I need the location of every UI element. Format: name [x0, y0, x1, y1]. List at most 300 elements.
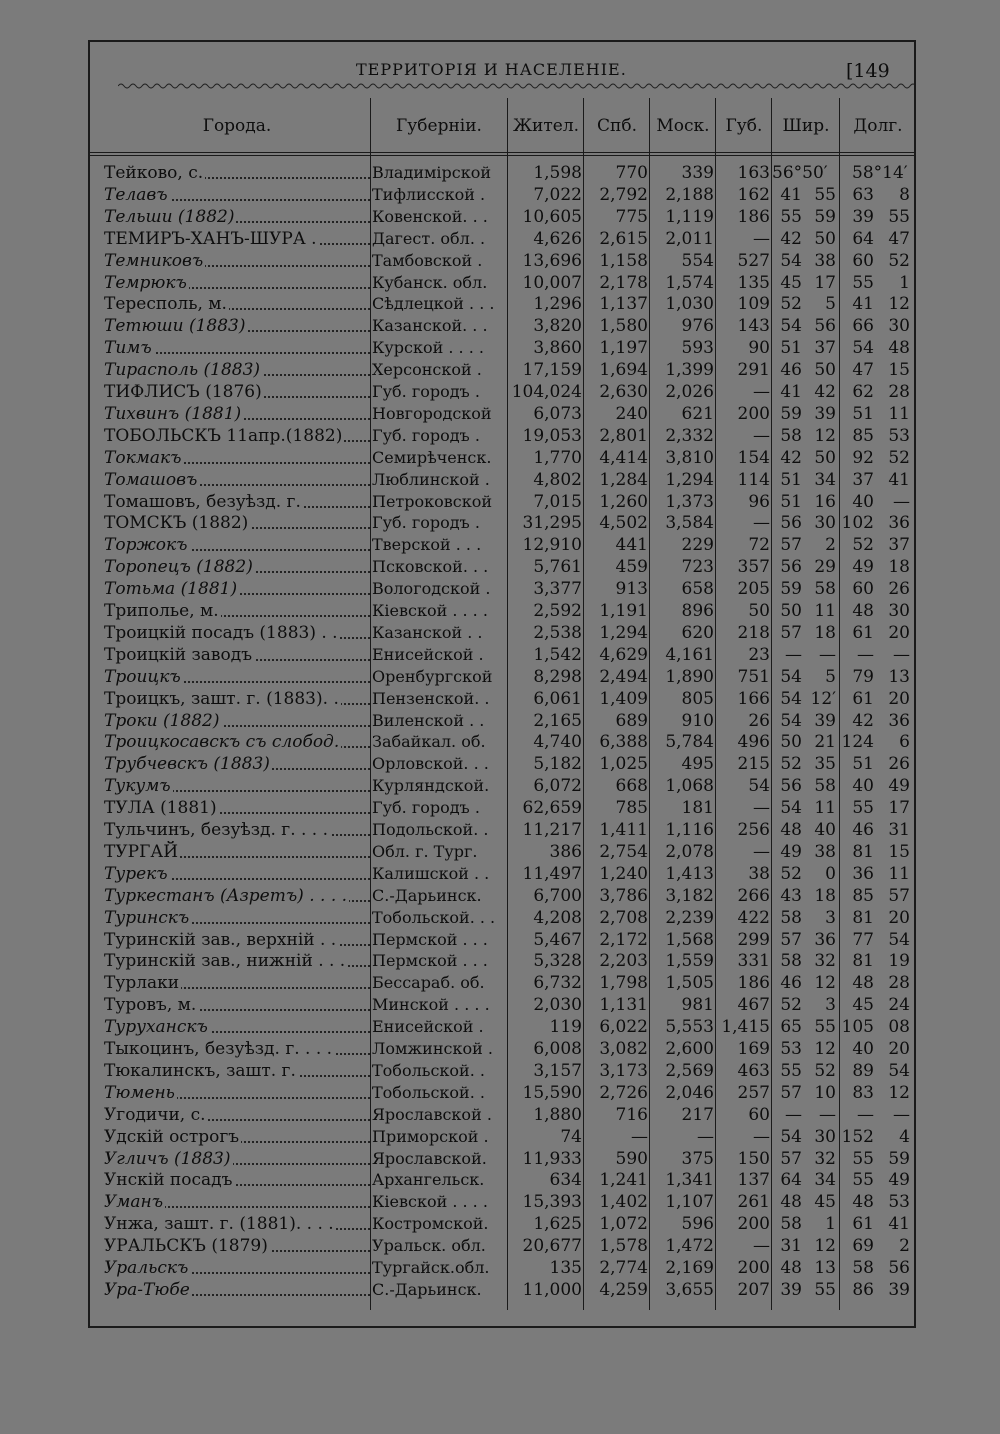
longitude-deg-cell: 55: [852, 1148, 874, 1169]
table-row: [0, 491, 1000, 513]
latitude-deg-cell: 55: [780, 206, 802, 227]
longitude-min-cell: 11: [888, 403, 910, 424]
population-cell: 7,022: [533, 184, 582, 205]
population-cell: 1,770: [533, 447, 582, 468]
city-name: Троки (1882): [104, 710, 220, 731]
table-row: [0, 184, 1000, 206]
city-cell: [104, 929, 370, 951]
longitude-min-cell: —: [893, 491, 910, 512]
gubernia-cell: Приморской .: [372, 1126, 489, 1146]
longitude-deg-cell: 46: [852, 820, 874, 840]
longitude-deg-cell: 60: [852, 250, 874, 271]
population-cell: 5,182: [533, 754, 582, 775]
dist-spb-cell: 441: [615, 535, 648, 556]
dist-spb-cell: 2,203: [599, 951, 648, 972]
longitude-deg-cell: 85: [852, 425, 874, 446]
city-name: Торопецъ (1882): [104, 557, 253, 578]
gubernia-cell: Енисейской .: [372, 644, 484, 664]
latitude-min-cell: 18: [814, 622, 836, 643]
gubernia-cell: Пензенской. .: [372, 688, 490, 708]
latitude-min-cell: 36: [814, 929, 836, 950]
table-row: [0, 337, 1000, 359]
latitude-deg-cell: 57: [780, 1082, 802, 1103]
gubernia-cell: Ярославской.: [372, 1148, 487, 1168]
longitude-deg-cell: 124: [841, 732, 874, 753]
longitude-deg-cell: —: [857, 644, 874, 665]
dist-moscow-cell: 620: [681, 622, 714, 643]
city-cell: [104, 863, 370, 885]
latitude-min-cell: 55: [814, 184, 836, 205]
table-row: [0, 556, 1000, 578]
longitude-deg-cell: 62: [852, 382, 874, 402]
latitude-min-cell: 52: [814, 1060, 836, 1081]
gubernia-cell: Губ. городъ .: [372, 425, 480, 445]
population-cell: 17,159: [522, 360, 582, 381]
dist-gub-cell: 261: [737, 1192, 770, 1213]
table-row: [0, 907, 1000, 929]
dist-moscow-cell: 1,116: [665, 820, 714, 840]
longitude-deg-cell: 40: [852, 491, 874, 512]
dist-gub-cell: 50: [748, 601, 770, 621]
longitude-deg-cell: 36: [852, 863, 874, 884]
latitude-min-cell: 35: [814, 754, 836, 775]
dist-spb-cell: 1,131: [599, 995, 648, 1016]
dist-gub-cell: 150: [737, 1148, 770, 1169]
latitude-min-cell: 38: [814, 841, 836, 862]
longitude-min-cell: 54: [888, 1060, 910, 1081]
city-name: ТУРГАЙ: [104, 841, 179, 862]
dist-spb-cell: 2,754: [599, 841, 648, 862]
dist-spb-cell: 590: [615, 1148, 648, 1169]
latitude-min-cell: 30: [814, 1126, 836, 1147]
latitude-deg-cell: 57: [780, 929, 802, 950]
dist-spb-cell: 240: [615, 403, 648, 424]
city-name: ТУЛА (1881): [104, 798, 217, 819]
dist-moscow-cell: 723: [681, 557, 714, 578]
dist-moscow-cell: 1,030: [665, 294, 714, 315]
dist-gub-cell: —: [753, 425, 770, 446]
city-cell: [104, 359, 370, 381]
population-cell: 6,072: [533, 776, 582, 797]
population-cell: 15,590: [522, 1082, 582, 1103]
table-row: [0, 753, 1000, 775]
dist-gub-cell: 26: [748, 710, 770, 731]
longitude-min-cell: 52: [888, 250, 910, 271]
latitude-deg-cell: 54: [780, 666, 802, 687]
table-row: [0, 688, 1000, 710]
longitude-min-cell: —: [893, 644, 910, 665]
latitude-deg-cell: 55: [780, 1060, 802, 1081]
dist-moscow-cell: 495: [681, 754, 714, 775]
latitude-deg-cell: 58: [780, 425, 802, 446]
city-name: Тульчинъ, безуѣзд. г. . . .: [104, 820, 329, 840]
gubernia-cell: Тобольской. .: [372, 1082, 485, 1102]
dist-spb-cell: 1,191: [599, 601, 648, 621]
col-header-gub-dist: Губ.: [725, 116, 763, 136]
longitude-deg-cell: 105: [841, 1017, 874, 1038]
table-row: [0, 162, 1000, 184]
longitude-deg-cell: 55: [852, 272, 874, 293]
population-cell: 13,696: [522, 250, 582, 271]
latitude-deg-cell: —: [785, 1104, 802, 1125]
dist-gub-cell: 218: [737, 622, 770, 643]
latitude-deg-cell: 58: [780, 951, 802, 972]
dist-gub-cell: 72: [748, 535, 770, 556]
dist-gub-cell: —: [753, 228, 770, 249]
table-row: [0, 1235, 1000, 1257]
dist-moscow-cell: 1,399: [665, 360, 714, 381]
latitude-min-cell: 5: [825, 294, 836, 315]
city-name: Торжокъ: [104, 535, 188, 556]
latitude-min-cell: 21: [814, 732, 836, 753]
dist-moscow-cell: 2,239: [665, 907, 714, 928]
dist-gub-cell: 154: [737, 447, 770, 468]
dist-moscow-cell: 3,584: [665, 513, 714, 534]
dist-spb-cell: 1,072: [599, 1214, 648, 1235]
city-cell: [104, 578, 370, 600]
city-cell: [104, 1235, 370, 1257]
dist-spb-cell: 1,402: [599, 1192, 648, 1213]
latitude-min-cell: 37: [814, 338, 836, 359]
latitude-deg-cell: 42: [780, 228, 802, 249]
dist-gub-cell: 257: [737, 1082, 770, 1103]
longitude-deg-cell: 37: [852, 469, 874, 490]
gubernia-cell: Тобольской. . .: [372, 907, 496, 927]
dist-spb-cell: 770: [615, 163, 648, 183]
dist-moscow-cell: 1,505: [665, 973, 714, 994]
dist-moscow-cell: 1,294: [665, 469, 714, 490]
dist-spb-cell: 1,798: [599, 973, 648, 994]
dist-spb-cell: 2,615: [599, 228, 648, 249]
dist-moscow-cell: 3,182: [665, 885, 714, 906]
dist-moscow-cell: 1,890: [665, 666, 714, 687]
population-cell: 1,625: [533, 1214, 582, 1235]
longitude-deg-cell: 48: [852, 601, 874, 621]
dist-spb-cell: 1,197: [599, 338, 648, 359]
city-name: Томашовъ, безуѣзд. г.: [104, 491, 301, 512]
latitude-min-cell: 50: [814, 228, 836, 249]
latitude-deg-cell: 56: [780, 557, 802, 578]
dist-moscow-cell: 2,026: [665, 382, 714, 402]
table-row: [0, 403, 1000, 425]
dist-moscow-cell: 981: [681, 995, 714, 1016]
dist-moscow-cell: 2,011: [665, 228, 714, 249]
dist-spb-cell: 1,137: [599, 294, 648, 315]
longitude-deg-cell: 41: [852, 294, 874, 315]
population-cell: 15,393: [522, 1192, 582, 1213]
table-row: [0, 1104, 1000, 1126]
dist-gub-cell: —: [753, 841, 770, 862]
dist-spb-cell: 1,240: [599, 863, 648, 884]
latitude-deg-cell: 65: [780, 1017, 802, 1038]
gubernia-cell: Люблинской .: [372, 469, 490, 489]
city-name: Удскій острогъ: [104, 1126, 240, 1147]
longitude-deg-cell: 152: [841, 1126, 874, 1147]
longitude-deg-cell: 48: [852, 973, 874, 994]
latitude-min-cell: 32: [814, 1148, 836, 1169]
page-title: ТЕРРИТОРІЯ И НАСЕЛЕНІЕ.: [356, 60, 627, 79]
population-cell: 1,542: [533, 644, 582, 665]
latitude-min-cell: 12: [814, 1039, 836, 1059]
dist-spb-cell: 6,022: [599, 1017, 648, 1038]
gubernia-cell: Кіевской . . . .: [372, 1192, 488, 1212]
city-cell: [104, 403, 370, 425]
table-row: [0, 1060, 1000, 1082]
dist-spb-cell: 1,694: [599, 360, 648, 381]
city-cell: [104, 666, 370, 688]
population-cell: 62,659: [522, 798, 582, 819]
population-cell: 386: [549, 841, 582, 862]
longitude-deg-cell: 83: [852, 1082, 874, 1103]
city-cell: [104, 425, 370, 447]
longitude-min-cell: 20: [888, 907, 910, 928]
longitude-min-cell: 11: [888, 863, 910, 884]
population-cell: 12,910: [522, 535, 582, 556]
latitude-min-cell: 30: [814, 513, 836, 534]
col-header-zhitel: Жител.: [512, 116, 580, 136]
latitude-deg-cell: 42: [780, 447, 802, 468]
col-header-mosk: Моск.: [656, 116, 710, 136]
latitude-min-cell: 10: [814, 1082, 836, 1103]
population-cell: 5,328: [533, 951, 582, 972]
city-cell: [104, 885, 370, 907]
city-name: Туринскій зав., верхній . .: [104, 929, 337, 950]
latitude-deg-cell: 54: [780, 316, 802, 337]
dist-spb-cell: —: [631, 1126, 648, 1147]
city-name: УРАЛЬСКЪ (1879): [104, 1236, 268, 1257]
latitude-deg-cell: 57: [780, 535, 802, 556]
city-name: ТОБОЛЬСКЪ 11апр.(1882): [104, 425, 343, 446]
dist-moscow-cell: 976: [681, 316, 714, 337]
dist-gub-cell: 60: [748, 1104, 770, 1125]
dist-gub-cell: 357: [737, 557, 770, 578]
city-cell: [104, 1126, 370, 1148]
city-name: Унжа, зашт. г. (1881). . . .: [104, 1214, 334, 1235]
longitude-deg-cell: 69: [852, 1236, 874, 1257]
population-cell: 3,820: [533, 316, 582, 337]
city-cell: [104, 337, 370, 359]
table-row: [0, 272, 1000, 294]
gubernia-cell: Архангельск.: [372, 1170, 485, 1190]
city-cell: [104, 1060, 370, 1082]
latitude-deg-cell: 51: [780, 469, 802, 490]
dist-spb-cell: 4,259: [599, 1279, 648, 1300]
longitude-min-cell: 4: [899, 1126, 910, 1147]
table-row: [0, 863, 1000, 885]
population-cell: 1,598: [533, 163, 582, 183]
longitude-deg-cell: 66: [852, 316, 874, 337]
dist-spb-cell: 689: [615, 710, 648, 731]
dist-gub-cell: 1,415: [721, 1017, 770, 1038]
dist-spb-cell: 2,494: [599, 666, 648, 687]
dist-moscow-cell: 1,559: [665, 951, 714, 972]
city-name: Уральскъ: [104, 1258, 189, 1278]
latitude-min-cell: 42: [814, 382, 836, 402]
longitude-min-cell: 28: [888, 382, 910, 402]
gubernia-cell: Обл. г. Тург.: [372, 841, 478, 861]
dist-gub-cell: 467: [737, 995, 770, 1016]
dist-moscow-cell: 1,574: [665, 272, 714, 293]
city-cell: [104, 293, 370, 315]
table-row: [0, 994, 1000, 1016]
longitude-deg-cell: 81: [852, 841, 874, 862]
longitude-cell: 58°14′: [852, 163, 908, 183]
dist-moscow-cell: 621: [681, 403, 714, 424]
longitude-deg-cell: 77: [852, 929, 874, 950]
population-cell: 1,296: [533, 294, 582, 315]
city-cell: [104, 1169, 370, 1191]
dist-gub-cell: 109: [737, 294, 770, 315]
longitude-deg-cell: 58: [852, 1258, 874, 1278]
population-cell: 20,677: [522, 1236, 582, 1257]
dist-spb-cell: 2,630: [599, 382, 648, 402]
table-row: [0, 841, 1000, 863]
table-row: [0, 578, 1000, 600]
gubernia-cell: Семирѣченск.: [372, 447, 492, 467]
gubernia-cell: Оренбургской: [372, 666, 493, 686]
table-row: [0, 710, 1000, 732]
population-cell: 4,802: [533, 469, 582, 490]
latitude-min-cell: 34: [814, 1170, 836, 1191]
dist-gub-cell: 23: [748, 644, 770, 665]
latitude-min-cell: 1: [825, 1214, 836, 1235]
population-cell: 119: [549, 1017, 582, 1038]
longitude-deg-cell: 61: [852, 688, 874, 709]
longitude-deg-cell: 54: [852, 338, 874, 359]
dist-moscow-cell: 5,784: [665, 732, 714, 753]
city-cell: [104, 950, 370, 972]
gubernia-cell: Тверской . . .: [372, 535, 482, 555]
city-name: Турлаки: [104, 973, 180, 994]
gubernia-cell: Орловской. . .: [372, 754, 489, 774]
longitude-deg-cell: 42: [852, 710, 874, 731]
longitude-deg-cell: 51: [852, 754, 874, 775]
latitude-deg-cell: 52: [780, 294, 802, 315]
gubernia-cell: Енисейской .: [372, 1017, 484, 1037]
table-row: [0, 1279, 1000, 1301]
col-header-gub: Губерніи.: [396, 116, 482, 136]
gubernia-cell: Курляндской.: [372, 776, 490, 796]
dist-moscow-cell: 2,169: [665, 1258, 714, 1278]
city-name: Томашовъ: [104, 469, 198, 490]
city-cell: [104, 753, 370, 775]
longitude-min-cell: 20: [888, 688, 910, 709]
dist-moscow-cell: 1,472: [665, 1236, 714, 1257]
gubernia-cell: Минской . . . .: [372, 995, 490, 1015]
dist-moscow-cell: 554: [681, 250, 714, 271]
table-row: [0, 1148, 1000, 1170]
latitude-deg-cell: 56: [780, 513, 802, 534]
longitude-deg-cell: 60: [852, 579, 874, 600]
dist-gub-cell: 527: [737, 250, 770, 271]
city-cell: [104, 1279, 370, 1301]
latitude-min-cell: 11: [814, 798, 836, 819]
dist-gub-cell: 54: [748, 776, 770, 797]
city-name: Угличъ (1883): [104, 1148, 231, 1169]
population-cell: 2,592: [533, 601, 582, 621]
dist-gub-cell: 163: [737, 163, 770, 183]
city-name: Троицкъ: [104, 666, 181, 687]
city-cell: [104, 775, 370, 797]
latitude-min-cell: 3: [825, 995, 836, 1016]
gubernia-cell: Тургайск.обл.: [372, 1258, 490, 1277]
dist-spb-cell: 2,792: [599, 184, 648, 205]
longitude-min-cell: 19: [888, 951, 910, 972]
city-cell: [104, 797, 370, 819]
dist-moscow-cell: 896: [681, 601, 714, 621]
dist-gub-cell: 186: [737, 206, 770, 227]
gubernia-cell: Дагест. обл. .: [372, 228, 486, 248]
latitude-min-cell: 18: [814, 885, 836, 906]
latitude-deg-cell: 41: [780, 184, 802, 205]
dist-moscow-cell: 1,568: [665, 929, 714, 950]
city-cell: [104, 447, 370, 469]
dist-moscow-cell: 593: [681, 338, 714, 359]
dist-spb-cell: 4,629: [599, 644, 648, 665]
city-cell: [104, 1148, 370, 1170]
dist-moscow-cell: 2,332: [665, 425, 714, 446]
gubernia-cell: Петроковской: [372, 491, 493, 511]
dist-gub-cell: —: [753, 513, 770, 534]
latitude-deg-cell: 50: [780, 732, 802, 753]
longitude-deg-cell: 52: [852, 535, 874, 556]
table-row: [0, 1257, 1000, 1279]
dist-spb-cell: 2,726: [599, 1082, 648, 1103]
gubernia-cell: Уральск. обл.: [372, 1236, 486, 1256]
dist-spb-cell: 1,158: [599, 250, 648, 271]
dist-spb-cell: 3,173: [599, 1060, 648, 1081]
col-header-dolg: Долг.: [853, 116, 903, 136]
dist-moscow-cell: 1,068: [665, 776, 714, 797]
longitude-min-cell: 26: [888, 579, 910, 600]
city-name: Тюкалинскъ, зашт. г.: [104, 1060, 296, 1081]
dist-gub-cell: 205: [737, 579, 770, 600]
latitude-min-cell: 55: [814, 1279, 836, 1300]
gubernia-cell: С.-Дарьинск.: [372, 1279, 482, 1299]
city-cell: [104, 534, 370, 556]
gubernia-cell: Херсонской .: [372, 360, 482, 380]
city-name: Троицкосавскъ съ слобод.: [104, 732, 340, 753]
dist-gub-cell: 114: [737, 469, 770, 490]
longitude-min-cell: 39: [888, 1279, 910, 1300]
dist-gub-cell: 38: [748, 863, 770, 884]
dist-gub-cell: 331: [737, 951, 770, 972]
longitude-min-cell: 15: [888, 360, 910, 381]
latitude-deg-cell: 53: [780, 1039, 802, 1059]
dist-gub-cell: 200: [737, 1258, 770, 1278]
latitude-min-cell: 58: [814, 579, 836, 600]
dist-spb-cell: 4,414: [599, 447, 648, 468]
population-cell: 74: [560, 1126, 582, 1147]
city-name: Туринскъ: [104, 907, 190, 928]
longitude-deg-cell: 48: [852, 1192, 874, 1213]
latitude-min-cell: 17: [814, 272, 836, 293]
gubernia-cell: Ярославской .: [372, 1104, 492, 1124]
table-row: [0, 1126, 1000, 1148]
dist-moscow-cell: 1,119: [665, 206, 714, 227]
dist-gub-cell: —: [753, 798, 770, 819]
dist-spb-cell: 1,241: [599, 1170, 648, 1191]
latitude-min-cell: 32: [814, 951, 836, 972]
dist-gub-cell: 90: [748, 338, 770, 359]
latitude-min-cell: 38: [814, 250, 836, 271]
dist-gub-cell: 135: [737, 272, 770, 293]
latitude-deg-cell: 59: [780, 579, 802, 600]
longitude-min-cell: 55: [888, 206, 910, 227]
longitude-min-cell: 52: [888, 447, 910, 468]
table-row: [0, 731, 1000, 753]
dist-spb-cell: 2,801: [599, 425, 648, 446]
